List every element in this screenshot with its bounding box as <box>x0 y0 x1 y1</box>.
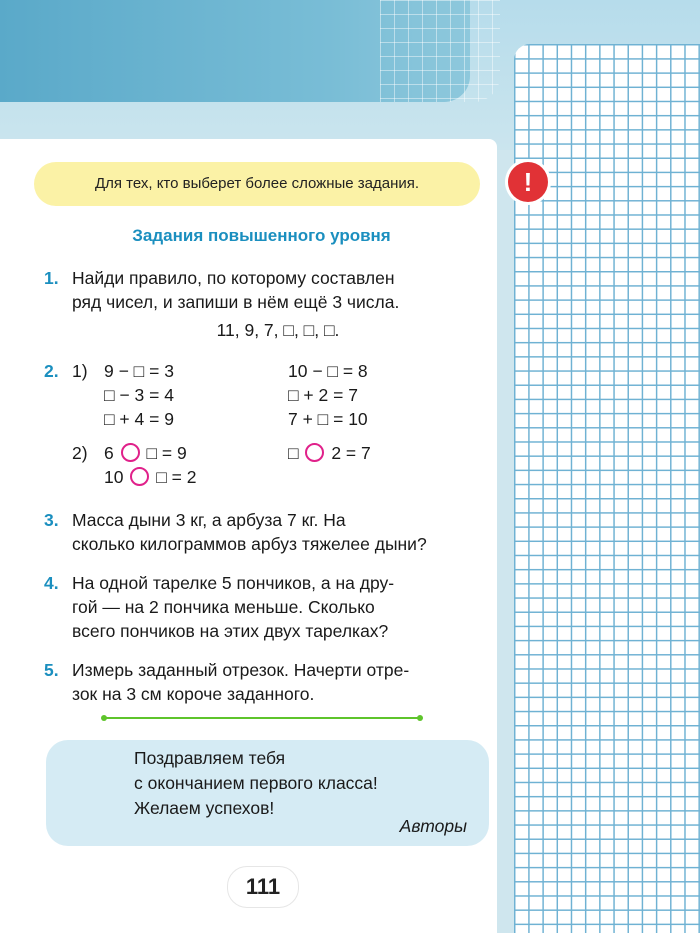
equation-left: 6 <box>104 443 114 463</box>
section-title: Задания повышенного уровня <box>132 226 391 245</box>
part-label: 1) <box>72 361 88 381</box>
task-number: 4. <box>44 573 59 593</box>
hint-banner <box>34 162 480 206</box>
task-text-line: На одной тарелке 5 пончиков, а на дру- <box>72 573 395 593</box>
task-2 <box>44 359 484 489</box>
page-number: 111 <box>227 866 299 908</box>
equation: □ + 2 = 7 <box>288 385 358 405</box>
congrats-line: Желаем успехов! <box>134 798 275 818</box>
task-3 <box>44 508 484 556</box>
task-text-line: ряд чисел, и запиши в нём ещё 3 числа. <box>72 292 400 312</box>
equation-right: 2 = 7 <box>331 443 371 463</box>
equation: 7 + □ = 10 <box>288 409 368 429</box>
task-number: 1. <box>44 268 59 288</box>
task-number: 3. <box>44 510 59 530</box>
equation-right: □ = 2 <box>156 467 197 487</box>
equation-left: 10 <box>104 467 124 487</box>
equation-with-circle <box>104 465 196 489</box>
operation-circle-icon <box>121 443 140 462</box>
task-text-line: Измерь заданный отрезок. Начерти отре- <box>72 660 410 680</box>
task-4 <box>44 571 484 643</box>
task-text-line: сколько килограммов арбуз тяжелее дыни? <box>72 534 427 554</box>
task-text-line: зок на 3 см короче заданного. <box>72 684 315 704</box>
task-1 <box>44 266 484 342</box>
equation-left: □ <box>288 443 299 463</box>
exclamation-icon: ! <box>508 162 548 202</box>
header-grid-decoration <box>380 0 500 102</box>
task-text-line: гой — на 2 пончика меньше. Сколько <box>72 597 375 617</box>
task-number: 2. <box>44 361 59 381</box>
hint-text: Для тех, кто выберет более сложные задания. <box>94 175 420 192</box>
measure-segment <box>104 717 420 719</box>
number-sequence: 11, 9, 7, □, □, □. <box>216 320 340 340</box>
equation-right: □ = 9 <box>146 443 187 463</box>
operation-circle-icon <box>130 467 149 486</box>
task-text-line: Масса дыни 3 кг, а арбуза 7 кг. На <box>72 510 346 530</box>
equation: □ + 4 = 9 <box>104 409 174 429</box>
operation-circle-icon <box>305 443 324 462</box>
task-5 <box>44 658 484 706</box>
equation: □ − 3 = 4 <box>104 385 174 405</box>
equation: 9 − □ = 3 <box>104 361 174 381</box>
task-number: 5. <box>44 660 59 680</box>
equation: 10 − □ = 8 <box>288 361 368 381</box>
task-text-line: всего пончиков на этих двух тарелках? <box>72 621 389 641</box>
equation-with-circle <box>104 441 187 465</box>
congrats-line: Поздравляем тебя <box>134 748 286 768</box>
task-text-line: Найди правило, по которому составлен <box>72 268 395 288</box>
equation-with-circle <box>288 441 371 465</box>
congrats-line: с окончанием первого класса! <box>134 773 378 793</box>
authors-signature: Авторы <box>399 816 467 836</box>
part-label: 2) <box>72 443 88 463</box>
congratulations-box <box>46 740 489 846</box>
